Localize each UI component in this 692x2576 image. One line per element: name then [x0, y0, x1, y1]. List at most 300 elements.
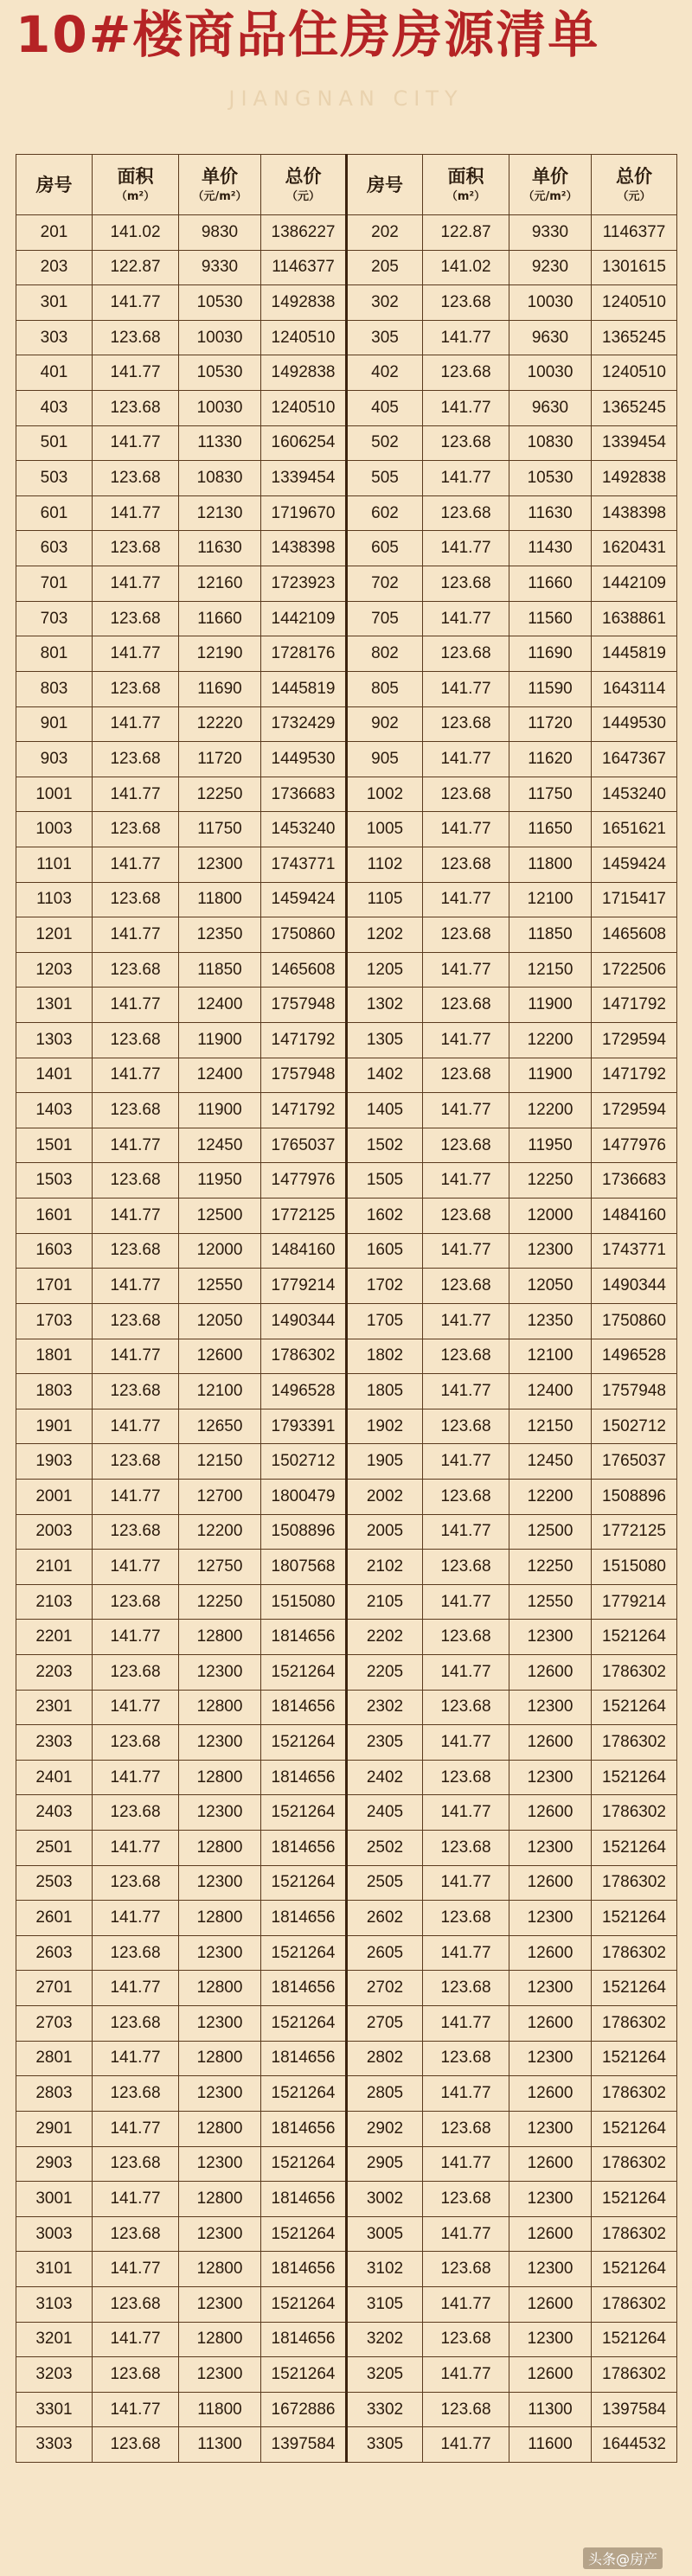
cell-unit-price-right: 12200 [509, 1023, 592, 1058]
cell-area-left: 141.77 [93, 777, 179, 812]
cell-room-right: 1702 [347, 1269, 423, 1304]
cell-room-left: 601 [16, 495, 93, 531]
cell-room-right: 805 [347, 671, 423, 706]
cell-total-price-left: 1814656 [261, 1690, 347, 1725]
cell-room-left: 501 [16, 425, 93, 461]
cell-area-right: 141.77 [423, 2146, 509, 2182]
cell-area-right: 123.68 [423, 1760, 509, 1795]
cell-unit-price-left: 11330 [179, 425, 261, 461]
cell-unit-price-right: 9630 [509, 320, 592, 355]
cell-total-price-left: 1492838 [261, 285, 347, 321]
cell-room-right: 2905 [347, 2146, 423, 2182]
cell-unit-price-left: 11800 [179, 2392, 261, 2427]
cell-unit-price-right: 12300 [509, 1971, 592, 2006]
cell-room-left: 403 [16, 391, 93, 426]
cell-room-left: 1001 [16, 777, 93, 812]
cell-total-price-left: 1814656 [261, 2182, 347, 2217]
table-row [16, 1444, 677, 1480]
table-row [16, 566, 677, 602]
cell-area-left: 123.68 [93, 1514, 179, 1550]
cell-total-price-left: 1728176 [261, 636, 347, 672]
listing-table [16, 154, 677, 2463]
cell-total-price-right: 1471792 [592, 1058, 677, 1093]
cell-room-left: 901 [16, 706, 93, 742]
cell-unit-price-left: 11630 [179, 531, 261, 566]
cell-area-left: 141.77 [93, 355, 179, 391]
cell-total-price-right: 1786302 [592, 1795, 677, 1831]
table-row [16, 636, 677, 672]
cell-area-right: 123.68 [423, 355, 509, 391]
cell-area-right: 123.68 [423, 425, 509, 461]
cell-total-price-right: 1521264 [592, 2182, 677, 2217]
cell-total-price-right: 1521264 [592, 2322, 677, 2357]
cell-unit-price-right: 11900 [509, 988, 592, 1023]
cell-unit-price-right: 12000 [509, 1199, 592, 1234]
cell-unit-price-right: 11650 [509, 812, 592, 847]
cell-unit-price-right: 12250 [509, 1163, 592, 1199]
cell-room-left: 2401 [16, 1760, 93, 1795]
cell-total-price-right: 1365245 [592, 320, 677, 355]
cell-unit-price-right: 11600 [509, 2427, 592, 2463]
cell-unit-price-left: 11950 [179, 1163, 261, 1199]
cell-total-price-left: 1445819 [261, 671, 347, 706]
cell-total-price-right: 1459424 [592, 847, 677, 882]
cell-unit-price-left: 9830 [179, 215, 261, 251]
cell-unit-price-left: 12700 [179, 1479, 261, 1514]
table-row [16, 531, 677, 566]
table-row [16, 1339, 677, 1374]
cell-room-right: 205 [347, 250, 423, 285]
cell-total-price-right: 1445819 [592, 636, 677, 672]
cell-room-right: 2002 [347, 1479, 423, 1514]
cell-area-left: 141.77 [93, 1128, 179, 1163]
cell-area-left: 123.68 [93, 1023, 179, 1058]
cell-total-price-left: 1386227 [261, 215, 347, 251]
cell-room-right: 2405 [347, 1795, 423, 1831]
cell-area-left: 123.68 [93, 812, 179, 847]
cell-unit-price-right: 12300 [509, 2111, 592, 2146]
cell-unit-price-right: 11800 [509, 847, 592, 882]
cell-room-left: 801 [16, 636, 93, 672]
cell-room-right: 502 [347, 425, 423, 461]
cell-area-right: 141.77 [423, 1725, 509, 1761]
cell-room-right: 902 [347, 706, 423, 742]
cell-area-right: 123.68 [423, 1620, 509, 1655]
cell-area-right: 123.68 [423, 1479, 509, 1514]
cell-unit-price-left: 12800 [179, 1901, 261, 1936]
cell-total-price-right: 1786302 [592, 2357, 677, 2393]
cell-area-left: 123.68 [93, 1795, 179, 1831]
cell-unit-price-left: 12750 [179, 1550, 261, 1585]
cell-total-price-left: 1515080 [261, 1584, 347, 1620]
cell-total-price-right: 1786302 [592, 2286, 677, 2322]
cell-area-right: 123.68 [423, 847, 509, 882]
cell-unit-price-left: 12400 [179, 988, 261, 1023]
cell-total-price-left: 1240510 [261, 391, 347, 426]
cell-total-price-right: 1502712 [592, 1409, 677, 1444]
table-row [16, 988, 677, 1023]
cell-total-price-right: 1521264 [592, 1760, 677, 1795]
cell-room-left: 1203 [16, 952, 93, 988]
cell-unit-price-right: 12300 [509, 1620, 592, 1655]
table-row [16, 1374, 677, 1409]
cell-total-price-left: 1521264 [261, 2006, 347, 2042]
cell-room-right: 402 [347, 355, 423, 391]
cell-area-right: 141.77 [423, 812, 509, 847]
cell-unit-price-right: 12300 [509, 1831, 592, 1866]
cell-room-right: 2005 [347, 1514, 423, 1550]
cell-area-left: 123.68 [93, 1584, 179, 1620]
cell-room-left: 2501 [16, 1831, 93, 1866]
cell-total-price-left: 1743771 [261, 847, 347, 882]
cell-total-price-left: 1736683 [261, 777, 347, 812]
table-row [16, 2076, 677, 2112]
table-row [16, 2286, 677, 2322]
cell-room-right: 3002 [347, 2182, 423, 2217]
cell-unit-price-left: 12400 [179, 1058, 261, 1093]
cell-area-left: 141.77 [93, 1760, 179, 1795]
cell-area-right: 123.68 [423, 2111, 509, 2146]
cell-total-price-left: 1521264 [261, 2146, 347, 2182]
cell-area-left: 123.68 [93, 2216, 179, 2252]
cell-total-price-left: 1757948 [261, 1058, 347, 1093]
cell-room-left: 2201 [16, 1620, 93, 1655]
cell-unit-price-right: 12600 [509, 1654, 592, 1690]
cell-area-left: 123.68 [93, 1233, 179, 1269]
cell-area-left: 123.68 [93, 882, 179, 917]
cell-unit-price-left: 10830 [179, 461, 261, 496]
table-row [16, 2427, 677, 2463]
cell-area-right: 123.68 [423, 2252, 509, 2287]
cell-area-right: 123.68 [423, 1901, 509, 1936]
table-row [16, 355, 677, 391]
cell-unit-price-right: 12300 [509, 1901, 592, 1936]
cell-total-price-right: 1471792 [592, 988, 677, 1023]
cell-area-right: 141.77 [423, 320, 509, 355]
cell-area-left: 141.77 [93, 636, 179, 672]
cell-unit-price-right: 12600 [509, 2076, 592, 2112]
cell-total-price-right: 1492838 [592, 461, 677, 496]
cell-area-right: 141.77 [423, 461, 509, 496]
cell-unit-price-right: 11560 [509, 601, 592, 636]
table-row [16, 1831, 677, 1866]
cell-unit-price-right: 12600 [509, 2286, 592, 2322]
cell-total-price-right: 1750860 [592, 1303, 677, 1339]
cell-area-left: 141.77 [93, 1199, 179, 1234]
cell-total-price-right: 1397584 [592, 2392, 677, 2427]
cell-room-left: 1303 [16, 1023, 93, 1058]
table-row [16, 1550, 677, 1585]
header-total-price-right: 总价 （元） [592, 155, 677, 215]
listing-table-container [16, 154, 676, 2463]
cell-room-left: 1101 [16, 847, 93, 882]
cell-area-right: 123.68 [423, 1269, 509, 1304]
table-row [16, 1093, 677, 1128]
cell-room-right: 1305 [347, 1023, 423, 1058]
cell-room-left: 903 [16, 742, 93, 777]
cell-area-left: 123.68 [93, 2286, 179, 2322]
table-row [16, 1654, 677, 1690]
cell-area-right: 141.77 [423, 531, 509, 566]
cell-unit-price-left: 12300 [179, 847, 261, 882]
cell-unit-price-left: 12300 [179, 2286, 261, 2322]
cell-unit-price-right: 12250 [509, 1550, 592, 1585]
cell-total-price-left: 1800479 [261, 1479, 347, 1514]
cell-room-right: 505 [347, 461, 423, 496]
cell-area-right: 141.77 [423, 1584, 509, 1620]
cell-total-price-left: 1672886 [261, 2392, 347, 2427]
cell-room-right: 802 [347, 636, 423, 672]
cell-room-right: 202 [347, 215, 423, 251]
table-row [16, 495, 677, 531]
cell-total-price-left: 1508896 [261, 1514, 347, 1550]
cell-unit-price-right: 12500 [509, 1514, 592, 1550]
cell-room-left: 1803 [16, 1374, 93, 1409]
cell-area-right: 141.77 [423, 1303, 509, 1339]
cell-room-right: 1902 [347, 1409, 423, 1444]
cell-total-price-right: 1736683 [592, 1163, 677, 1199]
cell-area-left: 141.77 [93, 2392, 179, 2427]
cell-room-right: 2705 [347, 2006, 423, 2042]
cell-total-price-right: 1365245 [592, 391, 677, 426]
cell-total-price-right: 1146377 [592, 215, 677, 251]
table-row [16, 777, 677, 812]
cell-unit-price-right: 12600 [509, 1795, 592, 1831]
cell-unit-price-left: 12130 [179, 495, 261, 531]
cell-room-right: 705 [347, 601, 423, 636]
cell-total-price-right: 1786302 [592, 1935, 677, 1971]
table-row [16, 882, 677, 917]
cell-room-left: 1201 [16, 917, 93, 953]
cell-area-left: 123.68 [93, 1935, 179, 1971]
cell-total-price-right: 1438398 [592, 495, 677, 531]
cell-room-left: 1601 [16, 1199, 93, 1234]
cell-area-left: 123.68 [93, 2427, 179, 2463]
cell-room-left: 2203 [16, 1654, 93, 1690]
cell-total-price-right: 1786302 [592, 1865, 677, 1901]
cell-room-left: 2503 [16, 1865, 93, 1901]
cell-unit-price-left: 11900 [179, 1023, 261, 1058]
cell-total-price-left: 1723923 [261, 566, 347, 602]
table-row [16, 1269, 677, 1304]
cell-total-price-right: 1477976 [592, 1128, 677, 1163]
cell-total-price-left: 1502712 [261, 1444, 347, 1480]
cell-unit-price-right: 12600 [509, 1725, 592, 1761]
cell-room-right: 2502 [347, 1831, 423, 1866]
cell-room-left: 2303 [16, 1725, 93, 1761]
cell-total-price-left: 1492838 [261, 355, 347, 391]
cell-total-price-right: 1715417 [592, 882, 677, 917]
cell-room-left: 1403 [16, 1093, 93, 1128]
cell-room-left: 1003 [16, 812, 93, 847]
cell-room-right: 2605 [347, 1935, 423, 1971]
cell-area-right: 123.68 [423, 1339, 509, 1374]
table-row [16, 1795, 677, 1831]
cell-area-right: 123.68 [423, 1971, 509, 2006]
cell-area-left: 123.68 [93, 531, 179, 566]
cell-room-left: 2601 [16, 1901, 93, 1936]
cell-total-price-left: 1490344 [261, 1303, 347, 1339]
cell-area-right: 123.68 [423, 566, 509, 602]
cell-unit-price-right: 12300 [509, 1233, 592, 1269]
cell-room-right: 405 [347, 391, 423, 426]
cell-room-right: 1905 [347, 1444, 423, 1480]
cell-unit-price-left: 12160 [179, 566, 261, 602]
cell-total-price-left: 1814656 [261, 1760, 347, 1795]
cell-area-right: 123.68 [423, 285, 509, 321]
cell-room-left: 1503 [16, 1163, 93, 1199]
cell-room-left: 3301 [16, 2392, 93, 2427]
cell-area-left: 141.77 [93, 1058, 179, 1093]
header-room-right: 房号 [347, 155, 423, 215]
cell-area-left: 123.68 [93, 1093, 179, 1128]
cell-unit-price-left: 11750 [179, 812, 261, 847]
cell-area-left: 123.68 [93, 1303, 179, 1339]
cell-area-left: 141.77 [93, 917, 179, 953]
cell-unit-price-right: 12600 [509, 1935, 592, 1971]
cell-total-price-right: 1647367 [592, 742, 677, 777]
cell-area-left: 141.77 [93, 2111, 179, 2146]
cell-unit-price-right: 11900 [509, 1058, 592, 1093]
cell-unit-price-right: 11720 [509, 706, 592, 742]
cell-area-right: 141.77 [423, 2006, 509, 2042]
cell-area-left: 123.68 [93, 601, 179, 636]
table-row [16, 285, 677, 321]
cell-total-price-left: 1765037 [261, 1128, 347, 1163]
table-row [16, 952, 677, 988]
cell-room-left: 1801 [16, 1339, 93, 1374]
table-row [16, 1163, 677, 1199]
cell-area-right: 141.77 [423, 952, 509, 988]
table-row [16, 1584, 677, 1620]
cell-area-left: 123.68 [93, 1725, 179, 1761]
cell-area-right: 123.68 [423, 636, 509, 672]
cell-total-price-right: 1772125 [592, 1514, 677, 1550]
cell-total-price-left: 1521264 [261, 1935, 347, 1971]
cell-area-right: 123.68 [423, 706, 509, 742]
cell-total-price-left: 1397584 [261, 2427, 347, 2463]
cell-total-price-left: 1339454 [261, 461, 347, 496]
cell-room-right: 1605 [347, 1233, 423, 1269]
table-row [16, 2322, 677, 2357]
cell-room-left: 301 [16, 285, 93, 321]
cell-room-right: 702 [347, 566, 423, 602]
table-row [16, 1760, 677, 1795]
cell-room-right: 3102 [347, 2252, 423, 2287]
cell-room-left: 2603 [16, 1935, 93, 1971]
cell-total-price-left: 1814656 [261, 1620, 347, 1655]
cell-area-left: 122.87 [93, 250, 179, 285]
cell-room-left: 201 [16, 215, 93, 251]
cell-area-right: 141.77 [423, 2076, 509, 2112]
cell-total-price-right: 1301615 [592, 250, 677, 285]
cell-area-left: 123.68 [93, 1163, 179, 1199]
cell-total-price-right: 1786302 [592, 1654, 677, 1690]
cell-room-left: 503 [16, 461, 93, 496]
cell-total-price-right: 1521264 [592, 1971, 677, 2006]
cell-room-left: 3303 [16, 2427, 93, 2463]
cell-area-left: 123.68 [93, 2146, 179, 2182]
cell-unit-price-right: 9630 [509, 391, 592, 426]
cell-room-left: 3201 [16, 2322, 93, 2357]
cell-area-right: 123.68 [423, 1550, 509, 1585]
cell-total-price-left: 1814656 [261, 2322, 347, 2357]
table-row [16, 2216, 677, 2252]
cell-total-price-left: 1750860 [261, 917, 347, 953]
cell-room-left: 1501 [16, 1128, 93, 1163]
cell-unit-price-right: 12450 [509, 1444, 592, 1480]
cell-area-left: 141.77 [93, 1269, 179, 1304]
cell-area-right: 141.77 [423, 2286, 509, 2322]
cell-room-left: 1901 [16, 1409, 93, 1444]
cell-area-left: 123.68 [93, 2076, 179, 2112]
cell-total-price-right: 1743771 [592, 1233, 677, 1269]
table-row [16, 1620, 677, 1655]
table-row [16, 1725, 677, 1761]
cell-unit-price-right: 12300 [509, 2252, 592, 2287]
cell-unit-price-left: 10530 [179, 355, 261, 391]
cell-total-price-right: 1521264 [592, 2252, 677, 2287]
cell-room-left: 2003 [16, 1514, 93, 1550]
table-row [16, 2357, 677, 2393]
cell-unit-price-right: 11850 [509, 917, 592, 953]
cell-room-right: 1302 [347, 988, 423, 1023]
cell-area-left: 141.77 [93, 1620, 179, 1655]
cell-total-price-right: 1786302 [592, 2146, 677, 2182]
cell-unit-price-right: 11590 [509, 671, 592, 706]
cell-area-right: 123.68 [423, 2041, 509, 2076]
cell-area-left: 123.68 [93, 1374, 179, 1409]
table-row [16, 2146, 677, 2182]
cell-area-right: 141.77 [423, 882, 509, 917]
table-row [16, 917, 677, 953]
cell-area-left: 141.77 [93, 2322, 179, 2357]
cell-unit-price-right: 12600 [509, 2357, 592, 2393]
cell-total-price-left: 1786302 [261, 1339, 347, 1374]
cell-unit-price-right: 10030 [509, 285, 592, 321]
cell-area-right: 141.77 [423, 1865, 509, 1901]
cell-area-left: 141.77 [93, 1831, 179, 1866]
cell-total-price-left: 1521264 [261, 2076, 347, 2112]
cell-total-price-right: 1729594 [592, 1093, 677, 1128]
cell-unit-price-right: 12600 [509, 2146, 592, 2182]
table-row [16, 847, 677, 882]
table-row [16, 1409, 677, 1444]
header-area-right: 面积 （m²） [423, 155, 509, 215]
cell-unit-price-left: 12800 [179, 1971, 261, 2006]
table-row [16, 2006, 677, 2042]
cell-room-right: 2602 [347, 1901, 423, 1936]
cell-room-right: 602 [347, 495, 423, 531]
table-row [16, 2252, 677, 2287]
cell-room-left: 203 [16, 250, 93, 285]
cell-area-right: 123.68 [423, 1831, 509, 1866]
cell-total-price-left: 1732429 [261, 706, 347, 742]
cell-area-left: 141.77 [93, 425, 179, 461]
cell-total-price-right: 1644532 [592, 2427, 677, 2463]
cell-total-price-left: 1757948 [261, 988, 347, 1023]
cell-total-price-left: 1521264 [261, 1795, 347, 1831]
table-row [16, 1479, 677, 1514]
cell-total-price-right: 1490344 [592, 1269, 677, 1304]
cell-unit-price-left: 11850 [179, 952, 261, 988]
cell-unit-price-left: 12300 [179, 2357, 261, 2393]
cell-area-left: 123.68 [93, 2006, 179, 2042]
cell-total-price-left: 1521264 [261, 1865, 347, 1901]
cell-area-right: 141.77 [423, 2427, 509, 2463]
cell-room-left: 3003 [16, 2216, 93, 2252]
cell-area-right: 141.77 [423, 601, 509, 636]
